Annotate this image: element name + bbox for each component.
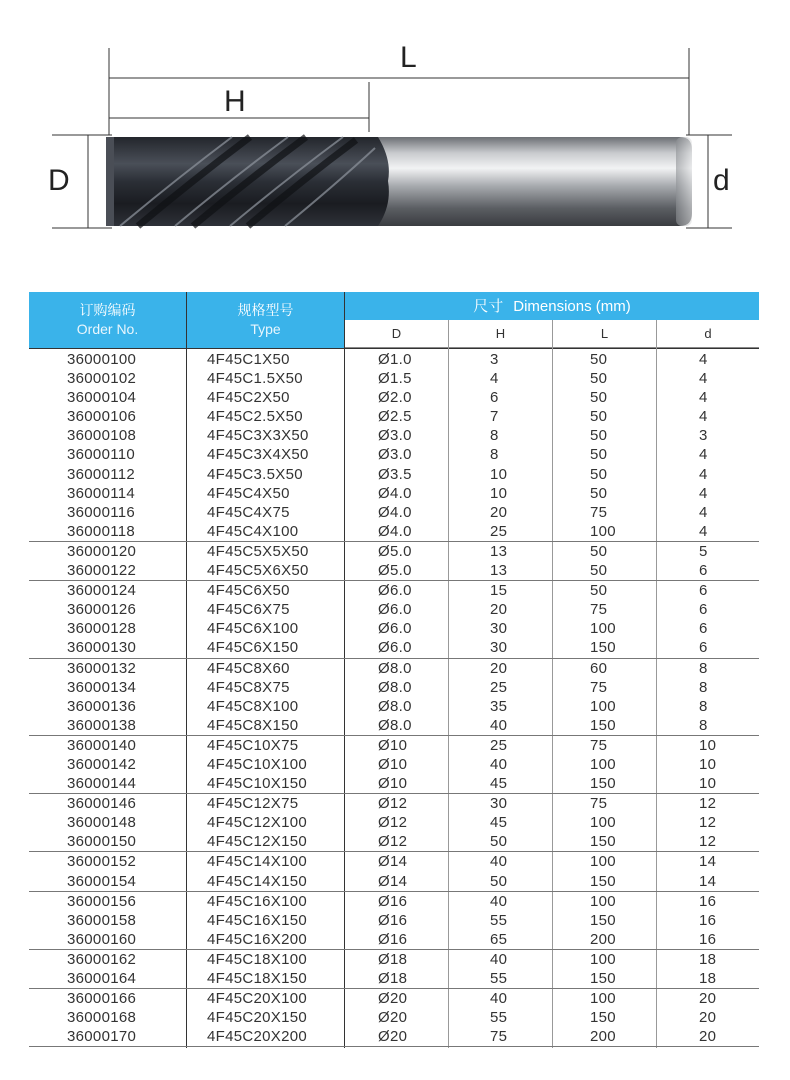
end-mill-drawing	[0, 0, 790, 270]
table-row	[29, 813, 759, 832]
flute-length-cell: 45	[490, 775, 508, 793]
order-number-cell: 36000100	[67, 351, 137, 368]
cutting-diameter-cell: Ø5.0	[378, 562, 412, 580]
order-number-cell: 36000114	[67, 484, 136, 502]
type-cell: 4F45C4X75	[207, 503, 290, 521]
cutting-diameter-cell: Ø8.0	[378, 659, 412, 677]
cutting-diameter-cell: Ø12	[378, 814, 408, 832]
table-body	[29, 350, 759, 1047]
overall-length-cell: 50	[590, 370, 608, 388]
cutting-diameter-cell: Ø8.0	[378, 697, 412, 715]
cutting-diameter-cell: Ø4.0	[378, 522, 412, 540]
order-number-cell: 36000136	[67, 697, 137, 715]
cutting-diameter-cell: Ø18	[378, 970, 408, 987]
overall-length-cell: 100	[590, 522, 616, 540]
table-row	[29, 465, 759, 484]
shank-diameter-cell: 20	[699, 1028, 717, 1046]
cutting-diameter-cell: Ø1.0	[378, 351, 412, 368]
type-cell: 4F45C5X6X50	[207, 562, 309, 580]
overall-length-cell: 50	[590, 427, 608, 445]
shank-diameter-cell: 6	[699, 582, 708, 600]
order-number-cell: 36000132	[67, 659, 137, 677]
flute-length-cell: 4	[490, 370, 499, 388]
type-cell: 4F45C6X75	[207, 601, 290, 619]
type-cell: 4F45C6X100	[207, 620, 299, 638]
flute-length-cell: 10	[490, 484, 508, 502]
order-number-cell: 36000122	[67, 562, 137, 580]
type-cell: 4F45C16X200	[207, 930, 308, 948]
shank-diameter-cell: 4	[699, 503, 708, 521]
shank-diameter-cell: 4	[699, 484, 708, 502]
table-row	[29, 774, 759, 794]
flute-length-cell: 40	[490, 853, 508, 871]
flute-length-cell: 40	[490, 716, 508, 734]
overall-length-cell: 75	[590, 601, 608, 619]
flute-length-cell: 20	[490, 601, 508, 619]
shank-diameter-cell: 4	[699, 389, 708, 407]
overall-length-cell: 50	[590, 542, 608, 560]
shank-diameter-cell: 4	[699, 408, 708, 426]
table-row	[29, 407, 759, 426]
length-label: L	[400, 41, 417, 74]
shank-diameter-cell: 16	[699, 930, 717, 948]
cutting-diameter-cell: Ø16	[378, 930, 408, 948]
cutting-diameter-cell: Ø1.5	[378, 370, 412, 388]
overall-length-cell: 75	[590, 503, 608, 521]
overall-length-cell: 150	[590, 716, 616, 734]
type-cell: 4F45C4X100	[207, 522, 299, 540]
flute-length-cell: 50	[490, 833, 508, 851]
type-cell: 4F45C10X150	[207, 775, 308, 793]
overall-length-cell: 150	[590, 775, 616, 793]
order-number-cell: 36000138	[67, 716, 137, 734]
overall-length-cell: 75	[590, 736, 608, 754]
overall-length-cell: 150	[590, 911, 616, 929]
order-number-cell: 36000130	[67, 639, 137, 657]
type-cell: 4F45C20X150	[207, 1009, 308, 1027]
flute-length-cell: 55	[490, 1009, 508, 1027]
type-cell: 4F45C6X50	[207, 582, 290, 600]
type-cell: 4F45C12X150	[207, 833, 308, 851]
flute-length-cell: 20	[490, 503, 508, 521]
order-number-cell: 36000102	[67, 370, 137, 388]
type-cell: 4F45C8X150	[207, 716, 299, 734]
cutting-diameter-cell: Ø6.0	[378, 601, 412, 619]
shank-diameter-cell: 16	[699, 892, 717, 910]
shank-diameter-cell: 6	[699, 601, 708, 619]
cutting-diameter-cell: Ø14	[378, 853, 408, 871]
cutting-diameter-cell: Ø6.0	[378, 639, 412, 657]
flute-length-cell: 30	[490, 795, 508, 813]
shank-diameter-cell: 10	[699, 736, 717, 754]
order-number-cell: 36000134	[67, 678, 137, 696]
overall-length-cell: 100	[590, 990, 616, 1008]
cutting-diameter-cell: Ø16	[378, 892, 408, 910]
order-number-cell: 36000120	[67, 542, 137, 560]
overall-length-cell: 150	[590, 833, 616, 851]
cutting-diameter-cell: Ø6.0	[378, 620, 412, 638]
type-cell: 4F45C2.5X50	[207, 408, 303, 426]
shank-diameter-cell: 6	[699, 562, 708, 580]
flute-length-cell: 50	[490, 872, 508, 890]
table-row	[29, 522, 759, 542]
shank-diameter-cell: 8	[699, 716, 708, 734]
cutting-diameter-cell: Ø2.5	[378, 408, 412, 426]
order-number-cell: 36000112	[67, 465, 136, 483]
type-cell: 4F45C3X4X50	[207, 446, 309, 464]
shank-diameter-cell: 8	[699, 678, 708, 696]
table-row	[29, 697, 759, 716]
col-L-header: L	[553, 320, 656, 348]
cutting-diameter-cell: Ø16	[378, 911, 408, 929]
order-no-header: 订购编码 Order No.	[29, 292, 186, 348]
flute-length-cell: 40	[490, 755, 508, 773]
flute-length-cell: 8	[490, 427, 499, 445]
cutting-diameter-cell: Ø4.0	[378, 484, 412, 502]
table-row	[29, 369, 759, 388]
cutting-diameter-cell: Ø3.0	[378, 446, 412, 464]
order-number-cell: 36000106	[67, 408, 137, 426]
shank-diameter-cell: 8	[699, 697, 708, 715]
order-number-cell: 36000148	[67, 814, 137, 832]
overall-length-cell: 75	[590, 678, 608, 696]
overall-length-cell: 150	[590, 639, 616, 657]
header-divider	[29, 348, 759, 349]
order-number-cell: 36000140	[67, 736, 137, 754]
shank-diameter-cell: 20	[699, 1009, 717, 1027]
table-row	[29, 716, 759, 736]
shank-diameter-cell: 18	[699, 950, 717, 968]
cutting-diameter-cell: Ø4.0	[378, 503, 412, 521]
flute-length-cell: 13	[490, 562, 508, 580]
order-number-cell: 36000124	[67, 582, 137, 600]
flute-length-cell: 25	[490, 678, 508, 696]
type-cell: 4F45C16X100	[207, 892, 308, 910]
shank-diameter-cell: 12	[699, 814, 717, 832]
type-cell: 4F45C1.5X50	[207, 370, 303, 388]
shank-diameter-cell: 14	[699, 853, 717, 871]
col-d-header: d	[657, 320, 759, 348]
table-row	[29, 678, 759, 697]
flute-length-cell: 13	[490, 542, 508, 560]
flute-length-cell: 30	[490, 639, 508, 657]
overall-length-cell: 100	[590, 892, 616, 910]
table-row	[29, 503, 759, 522]
table-row	[29, 426, 759, 445]
type-cell: 4F45C3.5X50	[207, 465, 303, 483]
overall-length-cell: 50	[590, 562, 608, 580]
overall-length-cell: 100	[590, 697, 616, 715]
order-number-cell: 36000164	[67, 970, 137, 987]
cutting-diameter-cell: Ø14	[378, 872, 408, 890]
table-row	[29, 619, 759, 638]
order-number-cell: 36000166	[67, 990, 137, 1008]
table-row	[29, 1008, 759, 1027]
cutting-diameter-cell: Ø10	[378, 775, 408, 793]
type-cell: 4F45C1X50	[207, 351, 290, 368]
overall-length-cell: 150	[590, 970, 616, 987]
cutting-diameter-cell: Ø8.0	[378, 678, 412, 696]
shank-diameter-label: d	[713, 164, 730, 197]
overall-length-cell: 200	[590, 930, 616, 948]
overall-length-cell: 60	[590, 659, 608, 677]
table-row	[29, 561, 759, 581]
type-cell: 4F45C14X150	[207, 872, 308, 890]
col-H-header: H	[449, 320, 552, 348]
type-cell: 4F45C3X3X50	[207, 427, 309, 445]
flute-length-cell: 30	[490, 620, 508, 638]
shank-diameter-cell: 14	[699, 872, 717, 890]
shank-body	[368, 137, 692, 226]
cutting-diameter-cell: Ø5.0	[378, 542, 412, 560]
overall-length-cell: 50	[590, 484, 608, 502]
table-row	[29, 350, 759, 369]
flute-length-cell: 20	[490, 659, 508, 677]
flute-length-cell: 45	[490, 814, 508, 832]
shank-diameter-cell: 12	[699, 795, 717, 813]
type-cell: 4F45C10X75	[207, 736, 299, 754]
type-cell: 4F45C10X100	[207, 755, 308, 773]
shank-diameter-cell: 5	[699, 542, 708, 560]
flute-length-cell: 65	[490, 930, 508, 948]
cutting-diameter-label: D	[48, 164, 70, 197]
type-cell: 4F45C18X100	[207, 950, 308, 968]
cutting-diameter-cell: Ø20	[378, 1009, 408, 1027]
flute-length-cell: 55	[490, 970, 508, 987]
type-cell: 4F45C20X100	[207, 990, 308, 1008]
type-cell: 4F45C4X50	[207, 484, 290, 502]
order-number-cell: 36000116	[67, 503, 136, 521]
col-D-header: D	[345, 320, 448, 348]
order-number-cell: 36000170	[67, 1028, 137, 1046]
shank-diameter-cell: 18	[699, 970, 717, 987]
overall-length-cell: 100	[590, 950, 616, 968]
order-number-cell: 36000104	[67, 389, 137, 407]
overall-length-cell: 200	[590, 1028, 616, 1046]
type-cell: 4F45C6X150	[207, 639, 299, 657]
order-number-cell: 36000162	[67, 950, 137, 968]
overall-length-cell: 150	[590, 1009, 616, 1027]
flute-length-cell: 25	[490, 736, 508, 754]
table-row	[29, 484, 759, 503]
table-row	[29, 892, 759, 911]
cutting-diameter-cell: Ø3.0	[378, 427, 412, 445]
type-cell: 4F45C12X75	[207, 795, 299, 813]
shank-diameter-cell: 8	[699, 659, 708, 677]
overall-length-cell: 100	[590, 620, 616, 638]
type-cell: 4F45C16X150	[207, 911, 308, 929]
cutting-diameter-cell: Ø20	[378, 1028, 408, 1046]
order-number-cell: 36000108	[67, 427, 137, 445]
dimensions-header: 尺寸 Dimensions (mm)	[345, 292, 759, 320]
overall-length-cell: 50	[590, 351, 608, 368]
shank-diameter-cell: 4	[699, 522, 708, 540]
table-row	[29, 950, 759, 969]
order-number-cell: 36000150	[67, 833, 137, 851]
shank-diameter-cell: 12	[699, 833, 717, 851]
flute-length-cell: 3	[490, 351, 499, 368]
cutting-diameter-cell: Ø18	[378, 950, 408, 968]
overall-length-cell: 100	[590, 814, 616, 832]
overall-length-cell: 50	[590, 389, 608, 407]
type-cell: 4F45C12X100	[207, 814, 308, 832]
table-row	[29, 930, 759, 950]
order-number-cell: 36000118	[67, 522, 136, 540]
table-row	[29, 911, 759, 930]
type-header: 规格型号 Type	[187, 292, 344, 348]
flute-length-cell: 35	[490, 697, 508, 715]
order-number-cell: 36000110	[67, 446, 136, 464]
table-row	[29, 1027, 759, 1047]
order-number-cell: 36000126	[67, 601, 137, 619]
order-number-cell: 36000146	[67, 795, 137, 813]
type-cell: 4F45C18X150	[207, 970, 308, 987]
overall-length-cell: 150	[590, 872, 616, 890]
overall-length-cell: 50	[590, 465, 608, 483]
flute-length-cell: 25	[490, 522, 508, 540]
table-row	[29, 638, 759, 658]
table-row	[29, 445, 759, 464]
order-number-cell: 36000152	[67, 853, 137, 871]
table-row	[29, 388, 759, 407]
flute-length-cell: 6	[490, 389, 499, 407]
cutting-diameter-cell: Ø10	[378, 755, 408, 773]
table-row	[29, 832, 759, 852]
type-cell: 4F45C5X5X50	[207, 542, 309, 560]
order-number-cell: 36000168	[67, 1009, 137, 1027]
cutting-diameter-cell: Ø12	[378, 795, 408, 813]
cutting-diameter-cell: Ø2.0	[378, 389, 412, 407]
cutting-diameter-cell: Ø8.0	[378, 716, 412, 734]
table-row	[29, 542, 759, 561]
shank-diameter-cell: 4	[699, 446, 708, 464]
flute-length-cell: 55	[490, 911, 508, 929]
shank-diameter-cell: 4	[699, 465, 708, 483]
cutting-diameter-cell: Ø20	[378, 990, 408, 1008]
table-row	[29, 794, 759, 813]
overall-length-cell: 100	[590, 853, 616, 871]
order-number-cell: 36000160	[67, 930, 137, 948]
overall-length-cell: 50	[590, 446, 608, 464]
table-row	[29, 969, 759, 989]
type-cell: 4F45C8X60	[207, 659, 290, 677]
flute-length-label: H	[224, 85, 246, 118]
table-row	[29, 872, 759, 892]
shank-diameter-cell: 6	[699, 639, 708, 657]
overall-length-cell: 100	[590, 755, 616, 773]
table-row	[29, 989, 759, 1008]
table-row	[29, 755, 759, 774]
flute-length-cell: 15	[490, 582, 508, 600]
flute-length-cell: 40	[490, 950, 508, 968]
flute-length-cell: 8	[490, 446, 499, 464]
overall-length-cell: 50	[590, 408, 608, 426]
order-number-cell: 36000154	[67, 872, 137, 890]
flute-length-cell: 40	[490, 990, 508, 1008]
cutting-diameter-cell: Ø12	[378, 833, 408, 851]
table-row	[29, 659, 759, 678]
order-number-cell: 36000142	[67, 755, 137, 773]
type-cell: 4F45C8X75	[207, 678, 290, 696]
shank-diameter-cell: 10	[699, 775, 717, 793]
flute-length-cell: 7	[490, 408, 499, 426]
shank-diameter-cell: 4	[699, 370, 708, 388]
type-cell: 4F45C14X100	[207, 853, 308, 871]
cutting-diameter-cell: Ø3.5	[378, 465, 412, 483]
table-row	[29, 852, 759, 871]
type-cell: 4F45C8X100	[207, 697, 299, 715]
type-cell: 4F45C2X50	[207, 389, 290, 407]
cutting-diameter-cell: Ø6.0	[378, 582, 412, 600]
shank-diameter-cell: 3	[699, 427, 708, 445]
flute-length-cell: 10	[490, 465, 508, 483]
overall-length-cell: 50	[590, 582, 608, 600]
shank-diameter-cell: 4	[699, 351, 708, 368]
order-number-cell: 36000156	[67, 892, 137, 910]
overall-length-cell: 75	[590, 795, 608, 813]
table-row	[29, 600, 759, 619]
table-row	[29, 736, 759, 755]
flute-length-cell: 40	[490, 892, 508, 910]
shank-diameter-cell: 20	[699, 990, 717, 1008]
cutting-diameter-cell: Ø10	[378, 736, 408, 754]
table-row	[29, 581, 759, 600]
flute-length-cell: 75	[490, 1028, 508, 1046]
order-number-cell: 36000144	[67, 775, 137, 793]
shank-diameter-cell: 16	[699, 911, 717, 929]
type-cell: 4F45C20X200	[207, 1028, 308, 1046]
order-number-cell: 36000128	[67, 620, 137, 638]
order-number-cell: 36000158	[67, 911, 137, 929]
end-mill-diagram	[0, 0, 790, 270]
shank-diameter-cell: 10	[699, 755, 717, 773]
shank-diameter-cell: 6	[699, 620, 708, 638]
